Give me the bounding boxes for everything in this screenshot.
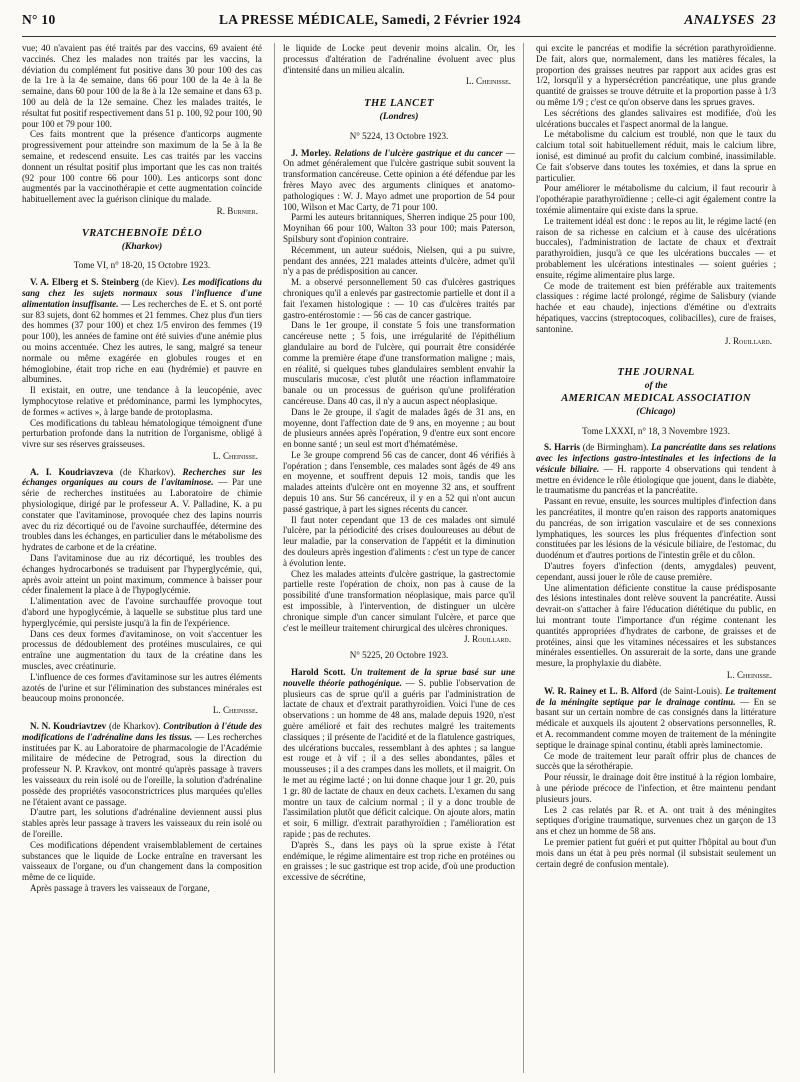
- paragraph: vue; 40 n'avaient pas été traités par des vaccins, 69 avaient été vaccinés. Chez les malades non traités par les vaccins, la déviation du complément fut positive dans 30 pour 100 des cas de la 1re à la 4e semaine, dans 66 pour 100 de la 4e à la 8e semaine, dans 60 pour 100 de la 8e à la 12e semaine et dans 63 p. 100 au delà de la 12e semaine. Chez les malades traités, le résultat fut positif respectivement dans 51 p. 100, 92 pour 100, 90 pour 100 et 79 pour 100.: [22, 43, 262, 129]
- paragraph: Ce mode de traitement est bien préférable aux traitements classiques : régime lacté prolongé, régime de Salisbury (viande hachée et eau chaude), injections d'émétine ou d'extraits hépatiques, vaccins (streptocoques, colibacilles), cure de fraises, santonine.: [536, 280, 776, 334]
- section-label: ANALYSES 23: [684, 12, 776, 27]
- paragraph: Ces faits montrent que la présence d'anticorps augmente progressivement pour atteindre son maximum de la 5e à la 8e semaine, et redescend ensuite. Les cas traités par les vaccins donnent un résultat positif plus important que les cas non traités (92 pour 100 contre 66 pour 100). Les anticorps sont donc augmentés par la vaccinothérapie et cette augmentation coïncide habituellement avec la guérison clinique du malade.: [22, 129, 262, 205]
- journal-title: LA PRESSE MÉDICALE, Samedi, 2 Février 1924: [219, 12, 521, 27]
- journal-heading: THE LANCET: [364, 98, 434, 110]
- column-2: [274, 43, 524, 1073]
- page-number: 23: [761, 12, 776, 27]
- signature: J. Rouillard.: [724, 335, 772, 346]
- article-columns: [22, 43, 776, 1073]
- paragraph: Dans le 1er groupe, il constate 5 fois une transformation cancéreuse nette ; 5 fois, une irrégularité de l'épithélium glandulaire au bord de l'ulcère, qui pourrait être considérée comme la première étape d'une transformation maligne ; mais, en réalité, si quelques tubes glandulaires semblent envahir la muscularis mucosæ, c'est plutôt une réaction inflammatoire banale ou un processus de guérison qu'une prolifération cancéreuse. Dans 40 cas, il n'y a aucun aspect néoplasique.: [282, 320, 516, 406]
- journal-heading-of: of the: [644, 380, 668, 392]
- journal-heading: VRATCHEBNOÏE DÉLO: [81, 227, 203, 239]
- paragraph: Récemment, un auteur suédois, Nielsen, qui a pu suivre, pendant des années, 221 malades atteints d'ulcère, admet qu'il n'y a pas de prédisposition au cancer.: [282, 244, 516, 277]
- page-header: [22, 12, 776, 37]
- paragraph: L'influence de ces formes d'avitaminose sur les autres éléments azotés de l'urine et sur l'élimination des substances minérales est beaucoup moins prononcée.: [22, 671, 262, 704]
- paragraph: Après passage à travers les vaisseaux de l'organe,: [30, 882, 210, 893]
- paragraph: Dans l'avitaminose due au riz décortiqué, les troubles des échanges hydrocarbonés se traduisent par l'hyperglycémie, qui, après avoir atteint un point maximum, commence à baisser pour céder finalement la place à de l'hypoglycémie.: [22, 553, 262, 596]
- paragraph: D'autres foyers d'infection (dents, amygdales) peuvent, cependant, aussi jouer le rôle de cause première.: [536, 561, 776, 582]
- paragraph: Dans ces deux formes d'avitaminose, on voit s'accentuer les processus de dédoublement des protéines musculaires, ce qui entraîne une augmentation du taux de la créatine dans les muscles, avec créatinurie.: [22, 628, 262, 672]
- paragraph: le liquide de Locke peut devenir moins alcalin. Or, les processus d'altération de l'adrénaline évoluent avec plus d'intensité dans un milieu alcalin.: [282, 43, 516, 75]
- journal-heading-ama: AMERICAN MEDICAL ASSOCIATION: [561, 392, 751, 404]
- signature: R. Burnier.: [216, 205, 258, 216]
- paragraph: Les 2 cas relatés par R. et A. ont trait à des méningites septiques d'origine traumatique, survenues chez un garçon de 13 ans et chez un homme de 58 ans.: [536, 804, 776, 837]
- article-abstract: Harold Scott. Un traitement de la sprue basé sur une nouvelle théorie pathogénique. — S. publie l'observation de plusieurs cas de sprue qu'il a guéris par l'administration de lactate de chaux et d'extrait parathyroïdien. Voici l'une de ces observations : un homme de 48 ans, malade depuis 1920, n'est guère amélioré et fait des rechutes malgré les traitements classiques ; il présente de l'acidité et de la flatulence gastriques, des ulcérations buccales, ressemblant à des aphtes ; sa langue est rouge et à vif ; il a des selles abondantes, pâles et mousseuses ; il a des crampes dans les mollets, et il maigrit. On le met au régime lacté ; on lui donne chaque jour 1 gr. 20, puis 1 gr. 80 de lactate de chaux en deux cachets. L'examen du sang montre un taux de calcium normal ; il y a donc trouble de l'assimilation plutôt que déficit calcique. On ajoute alors, matin et soir, 6 milligr. d'extrait parathyroïdien ; l'amélioration est rapide ; pas de rechutes.: [282, 667, 516, 839]
- article-abstract: V. A. Elberg et S. Steinberg (de Kiev). Les modifications du sang chez les sujets normaux sous l'influence d'une alimentation insuffisante. — Les recherches de E. et S. ont porté sur 83 sujets, dont 62 hommes et 21 femmes. Chez plus d'un tiers des hommes (37 pour 100) et chez 1/5 environ des femmes (19 pour 100), les années de famine ont été suivies d'une anémie plus ou moins accentuée. Chez les autres, le sang, malgré sa teneur normale ou même exagérée en globules rouges et en hémoglobine, était trop riche en eau (hydrémie) et pauvre en albumines.: [22, 277, 262, 385]
- paragraph: Le 3e groupe comprend 56 cas de cancer, dont 46 vérifiés à l'opération ; dans l'ensemble, ces malades sont âgés de 49 ans en moyenne, et souffrent depuis 12 mois, tandis que les malades atteints d'ulcère ont en moyenne 32 ans, et souffrent depuis 10 ans. Sur 56 cancéreux, il y en a 52 qui n'ont aucun passé gastrique, à part les signes récents du cancer.: [282, 449, 516, 514]
- paragraph: qui excite le pancréas et modifie la sécrétion parathyroïdienne. De fait, alors que, normalement, dans les matières fécales, la proportion des graisses neutres par rapport aux acides gras est 1/2, lorsqu'il y a hypersécrétion pancréatique, une plus grande quantité de graisses se trouve détruite et la proportion passe à 1/3 ou même 1/9 ; c'est ce qu'on observe dans les sprues graves.: [536, 43, 776, 107]
- signature: L. Cheinisse.: [726, 670, 772, 681]
- signature: L. Cheinisse.: [212, 705, 258, 716]
- journal-city: (Chicago): [636, 405, 676, 417]
- article-abstract: W. R. Rainey et L. B. Alford (de Saint-Louis). Le traitement de la méningite septique par le drainage continu. — En se basant sur un certain nombre de cas consignés dans la littérature médicale et auxquels ils ajoutent 2 observations personnelles, R. et A. recommandent comme moyen de traitement de la méningite septique le drainage spinal continu, établi après laminectomie.: [536, 685, 776, 750]
- signature: L. Cheinisse.: [465, 76, 512, 87]
- issue-number: N° 10: [22, 12, 56, 27]
- paragraph: Le métabolisme du calcium est troublé, non que le taux du calcium total soit habituellement réduit, mais le calcium libre, ionisé, est diminué au profit du calcium combiné, inassimilable. Ce fait s'observe dans toutes les toxémies, et dans la sprue en particulier.: [536, 129, 776, 183]
- article-abstract: A. I. Koudriavzeva (de Kharkov). Recherches sur les échanges organiques au cours de l'avitaminose. — Par une série de recherches instituées au Laboratoire de chimie physiologique, dirigé par le professeur A. V. Palladine, K. a pu constater que l'avitaminose, provoquée chez des lapins nourris avec du riz décortiqué ou de l'avoine surchauffée, détermine des troubles dans les échanges, en particulier dans le métabolisme des hydrates de carbone et de la créatine.: [22, 466, 262, 553]
- paragraph: Une alimentation déficiente constitue la cause prédisposante des lésions intestinales dont relève souvent la pancréatite. Aussi devrait-on s'attacher à faire l'éducation diététique du public, en lui montrant toute l'importance d'un régime contenant les quantités appropriées d'hydrates de carbone, de graisses et de protéines, ainsi que les vitamines nécessaires et les substances minérales essentielles. On assurerait de la sorte, dans une grande mesure, la prophylaxie du diabète.: [536, 582, 776, 669]
- paragraph: L'alimentation avec de l'avoine surchauffée provoque tout d'abord une hypoglycémie, à laquelle se substitue plus tard une hyperglycémie, qui persiste jusqu'à la fin de l'expérience.: [22, 596, 262, 628]
- paragraph: Chez les malades atteints d'ulcère gastrique, la gastrectomie partielle reste l'opération de choix, non pas à cause de la possibilité d'une transformation néoplasique, mais parce qu'il est impossible, à l'intervention, de distinguer un ulcère chronique simple d'un cancer simulant l'ulcère, et parce que c'est le meilleur traitement chirurgical des ulcères chroniques.: [282, 568, 516, 633]
- paragraph: Ce mode de traitement leur paraît offrir plus de chances de succès que la sérothérapie.: [536, 750, 776, 772]
- signature: L. Cheinisse.: [212, 450, 258, 461]
- paragraph: Le premier patient fut guéri et put quitter l'hôpital au bout d'un mois dans un état à peu près normal (il subsistait seulement un certain degré de confusion mentale).: [536, 836, 776, 869]
- paragraph: D'après S., dans les pays où la sprue existe à l'état endémique, le régime alimentaire est trop riche en protéines ou en graisses ; le suc gastrique est trop acide, d'où une production excessive de sécrétine,: [282, 839, 516, 883]
- paragraph: Il existait, en outre, une tendance à la leucopénie, avec lymphocytose relative et prédominance, parmi les lymphocytes, de formes « actives », à large bande de protoplasma.: [22, 385, 262, 417]
- paragraph: M. a observé personnellement 50 cas d'ulcères gastriques chroniques qu'il a enlevés par gastrectomie partielle et dont il a fait l'examen histologique : — 10 cas d'ulcères traités par gastro-entérostomie : — 56 cas de cancer gastrique.: [282, 277, 516, 320]
- column-1: [22, 43, 262, 1073]
- article-abstract: N. N. Koudriavtzev (de Kharkov). Contribution à l'étude des modifications de l'adrénaline dans les tissus. — Les recherches instituées par K. au Laboratoire de pharmacologie de l'Académie militaire de médecine de Petrograd, sous la direction du professeur N. P. Kravkov, ont montré qu'après passage à travers les vaisseaux du rein isolé ou de l'oreille, la solution d'adrénaline possède des propriétés vasoconstrictrices plus marquées qu'elles ne l'étaient avant ce passage.: [22, 721, 262, 807]
- paragraph: D'autre part, les solutions d'adrénaline deviennent aussi plus stables après leur passage à travers les vaisseaux du rein isolé ou de l'oreille.: [22, 807, 262, 839]
- journal-city: (Kharkov): [121, 240, 163, 252]
- issue-line: Tome VI, n° 18-20, 15 Octobre 1923.: [73, 260, 211, 271]
- signature: J. Rouillard.: [463, 634, 512, 645]
- paragraph: Le traitement idéal est donc : le repos au lit, le régime lacté (en raison de sa richesse en calcium et à cause des ulcérations buccales), l'administration de lactate de chaux et d'extrait parathyroïdien, jusqu'à ce que les ulcérations buccales — et probablement les ulcérations intestinales — soient guéries ; ensuite, régime alimentaire plus large.: [536, 215, 776, 280]
- article-abstract: S. Harris (de Birmingham). La pancréatite dans ses relations avec les infections gastro-intestinales et les infections de la vésicule biliaire. — H. rapporte 4 observations qui tendent à mettre en évidence le rôle étiologique que jouent, dans le diabète, le traumatisme du pancréas et la pancréatite.: [536, 442, 776, 496]
- paragraph: Parmi les auteurs britanniques, Sherren indique 25 pour 100, Moynihan 66 pour 100, Walton 33 pour 100; mais Paterson, Spilsbury sont d'opinion contraire.: [282, 212, 516, 244]
- issue-line: Tome LXXXI, n° 18, 3 Novembre 1923.: [582, 425, 730, 436]
- paragraph: Passant en revue, ensuite, les sources multiples d'infection dans les pancréatites, il montre qu'en raison des rapports anatomiques du pancréas, de son irrigation vasculaire et de ses connexions lymphatiques, les sources les plus fréquentes d'infection sont constituées par les lésions de la vésicule biliaire, de l'estomac, du duodénum et d'autres portions de l'intestin grêle et du côlon.: [536, 496, 776, 561]
- article-abstract: J. Morley. Relations de l'ulcère gastrique et du cancer — On admet généralement que l'ulcère gastrique subit souvent la transformation cancéreuse. Cette opinion a été défendue par les frères Mayo avec des arguments cliniques et anatomo-pathologiques : W. J. Mayo admet une proportion de 54 pour 100, Wilson et Mac Carty, de 71 pour 100.: [282, 147, 516, 212]
- issue-line: N° 5224, 13 Octobre 1923.: [349, 130, 449, 141]
- paragraph: Il faut noter cependant que 13 de ces malades ont simulé l'ulcère, par la périodicité des crises douloureuses au début de leur maladie, par la conservation de l'appétit et la diminution des douleurs après ingestion d'aliments : c'est un type de cancer à évolution lente.: [282, 514, 516, 568]
- issue-line: N° 5225, 20 Octobre 1923.: [349, 650, 449, 661]
- paragraph: Les sécrétions des glandes salivaires est modifiée, d'où les ulcérations buccales et l'aspect anormal de la langue.: [536, 107, 776, 129]
- paragraph: Pour réussir, le drainage doit être institué à la région lombaire, à une période précoce de l'infection, et être maintenu pendant plusieurs jours.: [536, 772, 776, 804]
- column-3: [536, 43, 776, 1073]
- journal-city: (Londres): [379, 110, 419, 122]
- paragraph: Ces modifications du tableau hématologique témoignent d'une perturbation profonde dans la nutrition de l'organisme, obligé à vivre sur ses réserves graisseuses.: [22, 417, 262, 450]
- paragraph: Dans le 2e groupe, il s'agit de malades âgés de 31 ans, en moyenne, dont l'affection date de 9 ans, en moyenne ; au bout de plusieurs années après l'opération, 9 d'entre eux sont encore en bonne santé ; un seul est mort d'hématémèse.: [282, 406, 516, 450]
- journal-heading: THE JOURNAL: [617, 367, 695, 379]
- paragraph: Ces modifications dépendent vraisemblablement de certaines substances que le liquide de Locke entraîne en traversant les vaisseaux de l'organe, ou d'un changement dans la composition même de ce liquide.: [22, 839, 262, 883]
- paragraph: Pour améliorer le métabolisme du calcium, il faut recourir à l'opothérapie parathyroïdienne ; celle-ci agit également contre la toxémie alimentaire qui existe dans la sprue.: [536, 183, 776, 215]
